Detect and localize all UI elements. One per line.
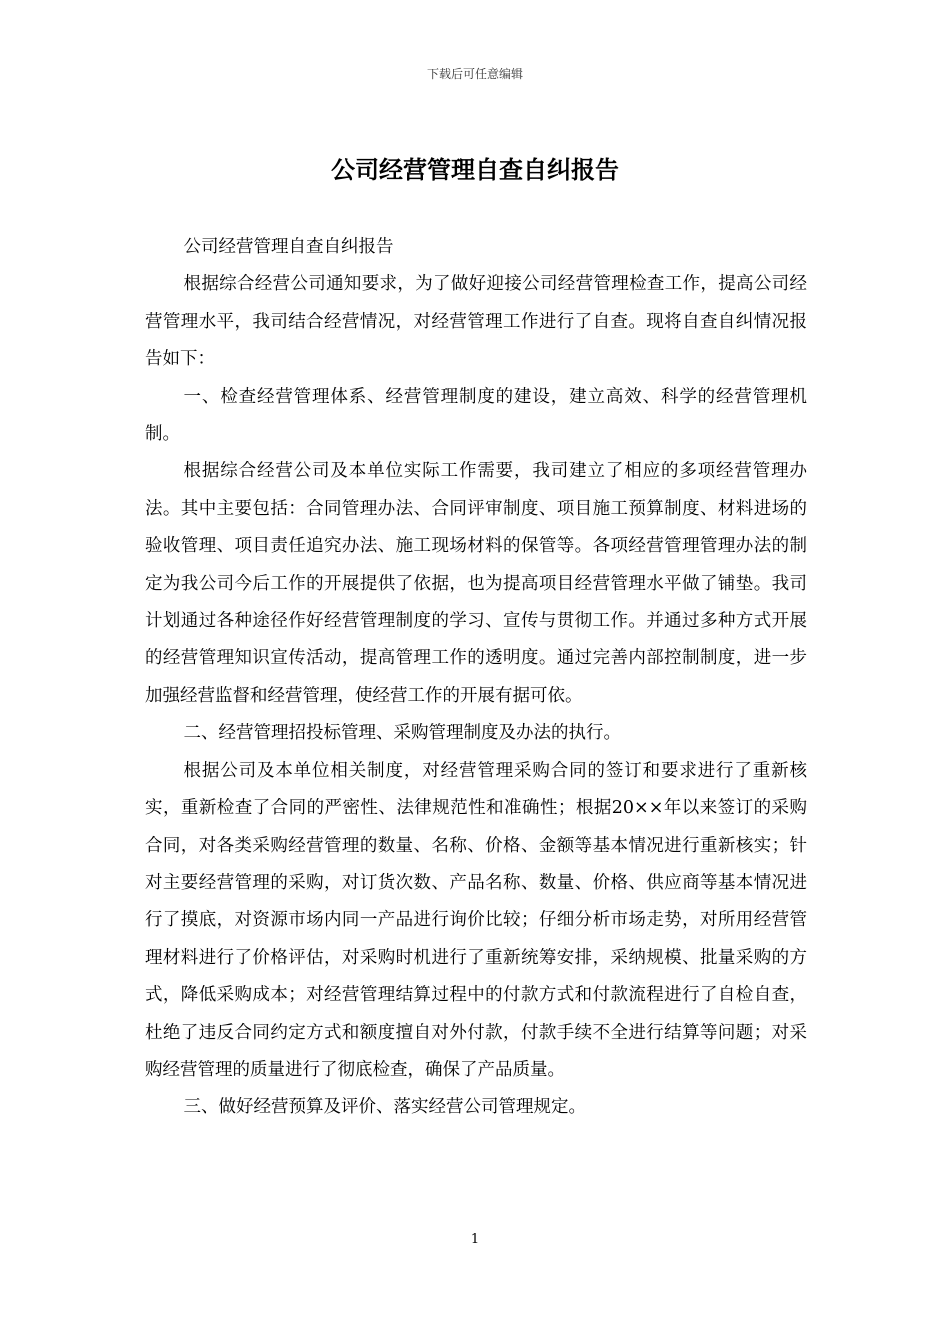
page-number: 1 xyxy=(470,1232,480,1247)
paragraph-intro: 根据综合经营公司通知要求，为了做好迎接公司经营管理检查工作，提高公司经营管理水平，我司结合经营情况，对经营管理工作进行了自查。现将自查自纠情况报告如下： xyxy=(145,274,807,370)
paragraph-section-1: 根据综合经营公司及本单位实际工作需要，我司建立了相应的多项经营管理办法。其中主要包括：合同管理办法、合同评审制度、项目施工预算制度、材料进场的验收管理、项目责任追究办法、施工现场材料的保管等。各项经营管理管理办法的制定为我公司今后工作的开展提供了依据，也为提高项目经营管理水平做了铺垫。我司计划通过各种途径作好经营管理制度的学习、宣传与贯彻工作。并通过多种方式开展的经营管理知识宣传活动，提高管理工作的透明度。通过完善内部控制制度，进一步加强经营监督和经营管理，使经营工作的开展有据可依。 xyxy=(145,461,807,706)
paragraph-subtitle: 公司经营管理自查自纠报告 xyxy=(183,237,394,257)
page-header-note: 下载后可任意编辑 xyxy=(426,67,523,81)
section-heading-2: 二、经营管理招投标管理、采购管理制度及办法的执行。 xyxy=(183,723,621,744)
section-heading-3: 三、做好经营预算及评价、落实经营公司管理规定。 xyxy=(183,1097,586,1118)
document-body xyxy=(145,229,807,1127)
section-heading-1: 一、检查经营管理体系、经营管理制度的建设，建立高效、科学的经营管理机制。 xyxy=(145,386,807,445)
paragraph-section-2: 根据公司及本单位相关制度，对经营管理采购合同的签订和要求进行了重新核实，重新检查了合同的严密性、法律规范性和准确性；根据20××年以来签订的采购合同，对各类采购经营管理的数量、名称、价格、金额等基本情况进行重新核实；针对主要经营管理的采购，对订货次数、产品名称、数量、价格、供应商等基本情况进行了摸底，对资源市场内同一产品进行询价比较；仔细分析市场走势，对所用经营管理材料进行了价格评估，对采购时机进行了重新统筹安排，采纳规模、批量采购的方式，降低采购成本；对经营管理结算过程中的付款方式和付款流程进行了自检自查，杜绝了违反合同约定方式和额度擅自对外付款，付款手续不全进行结算等问题；对采购经营管理的质量进行了彻底检查，确保了产品质量。 xyxy=(145,760,807,1080)
document-title: 公司经营管理自查自纠报告 xyxy=(331,156,619,184)
